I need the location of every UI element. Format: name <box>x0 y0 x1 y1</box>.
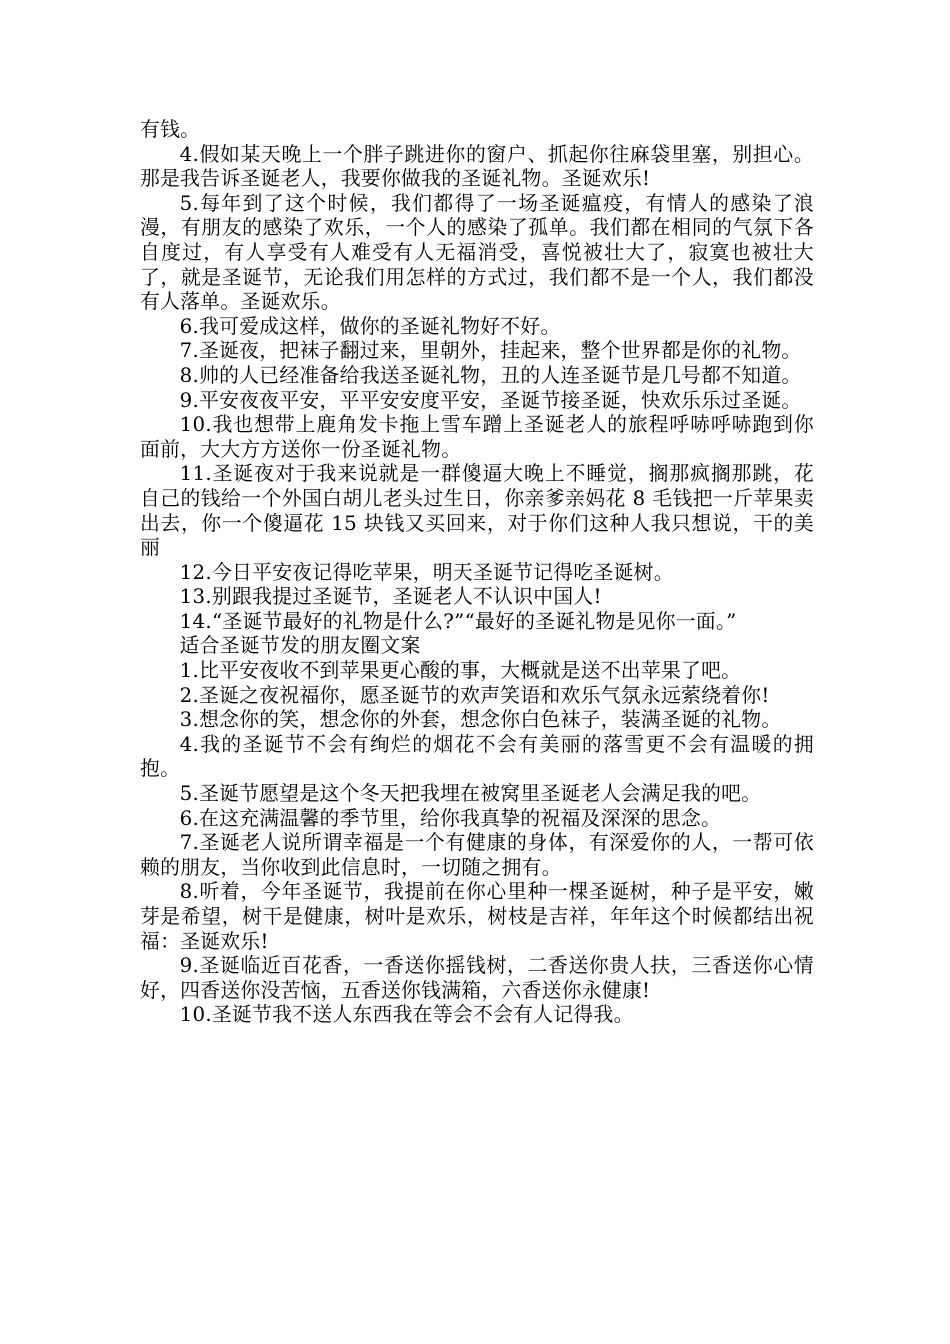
paragraph-8: 8.帅的人已经准备给我送圣诞礼物，丑的人连圣诞节是几号都不知道。 <box>179 363 802 387</box>
section-paragraph-8: 8.听着，今年圣诞节，我提前在你心里种一棵圣诞树，种子是平安，嫩芽是希望，树干是健康，树叶是欢乐，树枝是吉祥，年年这个时候都结出祝福：圣诞欢乐! <box>140 880 814 953</box>
paragraph-5: 5.每年到了这个时候，我们都得了一场圣诞瘟疫，有情人的感染了浪漫，有朋友的感染了欢乐，一个人的感染了孤单。我们都在相同的气氛下各自度过，有人享受有人难受有人无福消受，喜悦被壮大了，寂寞也被壮大了，就是圣诞节，无论我们用怎样的方式过，我们都不是一个人，我们都没有人落单。圣诞欢乐。 <box>140 191 814 314</box>
section-heading: 适合圣诞节发的朋友圈文案 <box>179 634 421 658</box>
section-paragraph-2: 2.圣诞之夜祝福你，愿圣诞节的欢声笑语和欢乐气氛永远萦绕着你! <box>179 683 770 707</box>
paragraph-9: 9.平安夜夜平安，平平安安度平安，圣诞节接圣诞，快欢乐乐过圣诞。 <box>179 388 802 412</box>
document-body <box>140 118 814 1028</box>
section-paragraph-6: 6.在这充满温馨的季节里，给你我真挚的祝福及深深的思念。 <box>179 806 722 830</box>
paragraph-continuation: 有钱。 <box>140 118 201 141</box>
paragraph-10: 10.我也想带上鹿角发卡拖上雪车蹭上圣诞老人的旅程呼哧呼哧跑到你面前，大大方方送你一份圣诞礼物。 <box>140 413 814 461</box>
section-paragraph-4: 4.我的圣诞节不会有绚烂的烟花不会有美丽的落雪更不会有温暖的拥抱。 <box>140 732 814 781</box>
paragraph-11: 11.圣诞夜对于我来说就是一群傻逼大晚上不睡觉，搁那疯搁那跳，花自己的钱给一个外国白胡儿老头过生日，你亲爹亲妈花 8 毛钱把一斤苹果卖出去，你一个傻逼花 15 块钱又买回来，对于你们这种人我只想说，干的美丽 <box>140 462 814 560</box>
section-paragraph-5: 5.圣诞节愿望是这个冬天把我埋在被窝里圣诞老人会满足我的吧。 <box>179 782 762 806</box>
section-paragraph-3: 3.想念你的笑，想念你的外套，想念你白色袜子，装满圣诞的礼物。 <box>179 708 782 732</box>
paragraph-6: 6.我可爱成这样，做你的圣诞礼物好不好。 <box>179 314 561 338</box>
paragraph-4: 4.假如某天晚上一个胖子跳进你的窗户、抓起你往麻袋里塞，别担心。那是我告诉圣诞老人，我要你做我的圣诞礼物。圣诞欢乐! <box>140 142 814 191</box>
section-paragraph-9: 9.圣诞临近百花香，一香送你摇钱树，二香送你贵人扶，三香送你心情好，四香送你没苦恼，五香送你钱满箱，六香送你永健康! <box>140 954 814 1002</box>
section-paragraph-1: 1.比平安夜收不到苹果更心酸的事，大概就是送不出苹果了吧。 <box>179 659 742 683</box>
paragraph-13: 13.别跟我提过圣诞节，圣诞老人不认识中国人! <box>179 585 602 609</box>
section-paragraph-7: 7.圣诞老人说所谓幸福是一个有健康的身体，有深爱你的人，一帮可依赖的朋友，当你收到此信息时，一切随之拥有。 <box>140 831 814 879</box>
paragraph-12: 12.今日平安夜记得吃苹果，明天圣诞节记得吃圣诞树。 <box>179 560 674 584</box>
section-paragraph-10: 10.圣诞节我不送人东西我在等会不会有人记得我。 <box>179 1003 634 1027</box>
paragraph-14: 14.“圣诞节最好的礼物是什么?”“最好的圣诞礼物是见你一面。” <box>179 609 737 633</box>
paragraph-7: 7.圣诞夜，把袜子翻过来，里朝外，挂起来，整个世界都是你的礼物。 <box>179 339 802 363</box>
